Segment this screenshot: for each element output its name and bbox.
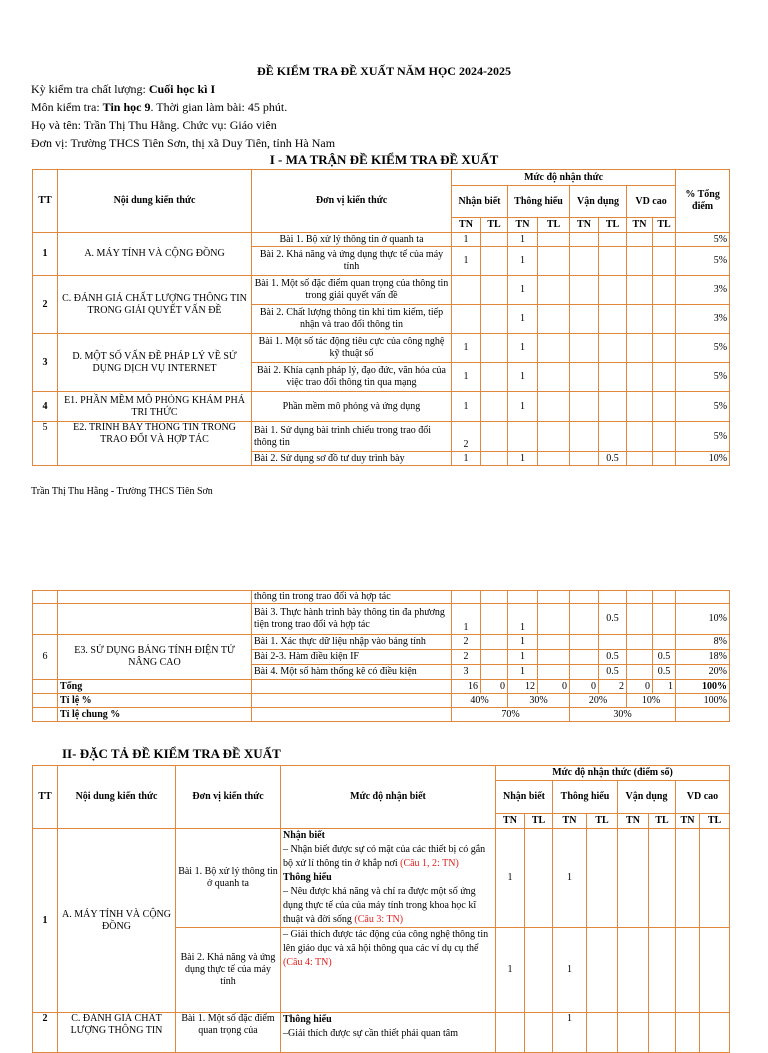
cell: [452, 591, 481, 604]
cell: 1: [553, 928, 587, 1013]
row-unit: Bài 2. Khả năng và ứng dụng thực tế của máy tính: [176, 928, 281, 1013]
cell: 0.5: [599, 604, 627, 635]
row-pct: 5%: [676, 233, 730, 247]
row-unit: Bài 3. Thực hành trình bày thông tin đa phương tiện trong trao đổi và hợp tác: [252, 604, 452, 635]
exam-type: Cuối học kì I: [148, 82, 216, 96]
cell: [58, 591, 252, 604]
cell: 1: [508, 665, 538, 680]
header-tn: TN: [508, 218, 538, 233]
cell: 2: [452, 635, 481, 650]
header-unit: Đơn vị kiến thức: [252, 170, 452, 233]
cell: [538, 452, 570, 466]
cell: [481, 591, 508, 604]
cell: 1: [508, 363, 538, 392]
row-unit: Bài 2-3. Hàm điều kiện IF: [252, 650, 452, 665]
exam-type-line: [31, 82, 215, 97]
cell: [599, 392, 627, 422]
header-th: Thông hiểu: [508, 186, 570, 218]
cell: 2: [452, 422, 481, 452]
cell: 0.5: [599, 452, 627, 466]
cell: [252, 708, 452, 722]
cell: [538, 305, 570, 334]
cell: 0: [481, 680, 508, 694]
cell: [538, 233, 570, 247]
ratio-row: [33, 694, 730, 708]
cell: [496, 1013, 525, 1053]
cell: 1: [508, 334, 538, 363]
table-row: [33, 591, 730, 604]
total-label: Tổng: [58, 680, 252, 694]
cell: 1: [508, 452, 538, 466]
cell: 2: [599, 680, 627, 694]
cell: [676, 829, 700, 928]
cell: [570, 422, 599, 452]
cell: 1: [452, 392, 481, 422]
row-content: A. MÁY TÍNH VÀ CỘNG ĐỒNG: [58, 233, 252, 276]
cell: [587, 1013, 618, 1053]
cell: [452, 305, 481, 334]
level-text: [283, 843, 493, 871]
cell: [538, 650, 570, 665]
row-tt: 6: [33, 635, 58, 680]
cell: 1: [496, 928, 525, 1013]
header-level: Mức độ nhận thức: [452, 170, 676, 186]
cell: [481, 392, 508, 422]
table-row: [33, 604, 730, 635]
question-ref: (Câu 3: TN): [354, 914, 404, 925]
row-unit: Bài 1. Một số tác động tiêu cực của công nghệ kỹ thuật số: [252, 334, 452, 363]
cell: [481, 276, 508, 305]
cell: [649, 1013, 676, 1053]
row-unit: Bài 2. Khả năng và ứng dụng thực tế của máy tính: [252, 247, 452, 276]
row-unit: thông tin trong trao đổi và hợp tác: [252, 591, 452, 604]
header-nb: Nhận biết: [452, 186, 508, 218]
spec-header-content: Nội dung kiến thức: [58, 766, 176, 829]
cell: 1: [452, 247, 481, 276]
cell: [525, 928, 553, 1013]
row-unit: Bài 2. Khía cạnh pháp lý, đạo đức, văn hóa của việc trao đổi thông tin qua mạng: [252, 363, 452, 392]
cell: [481, 650, 508, 665]
header-tl: TL: [538, 218, 570, 233]
spec-text: – Nêu được khả năng và chỉ ra được một số ứng dụng thực tế của của máy tính trong khoa học kĩ thuật và đời sống: [283, 886, 477, 925]
cell: [481, 635, 508, 650]
cell: [627, 305, 653, 334]
spec-header-tl: TL: [649, 814, 676, 829]
cell: 12: [508, 680, 538, 694]
cell: [481, 334, 508, 363]
ratio-pct: 100%: [676, 694, 730, 708]
spec-header-tn: TN: [618, 814, 649, 829]
spec-header-cog: Mức độ nhận thức (điểm số): [496, 766, 730, 781]
author-line: Họ và tên: Trần Thị Thu Hằng. Chức vụ: Giáo viên: [31, 118, 277, 132]
cell: [33, 680, 58, 694]
level-heading: Thông hiểu: [283, 872, 332, 883]
cell: [538, 247, 570, 276]
spec-header-tn: TN: [676, 814, 700, 829]
cell: [676, 591, 730, 604]
spec-text: – Nhận biết được sự có mặt của các thiết bị có gắn bộ xử lí thông tin ở khắp nơi: [283, 844, 486, 869]
cell: [570, 276, 599, 305]
header-content: Nội dung kiến thức: [58, 170, 252, 233]
cell: 0.5: [653, 650, 676, 665]
row-content: E3. SỬ DỤNG BẢNG TÍNH ĐIỆN TỬ NÂNG CAO: [58, 635, 252, 680]
row-pct: 8%: [676, 635, 730, 650]
row-pct: 5%: [676, 363, 730, 392]
cell: [33, 708, 58, 722]
cell: [627, 665, 653, 680]
header-tt: TT: [33, 170, 58, 233]
cell: 0: [570, 680, 599, 694]
row-unit: Bài 1. Bộ xử lý thông tin ở quanh ta: [252, 233, 452, 247]
spec-description: [281, 928, 496, 1013]
row-tt: 4: [33, 392, 58, 422]
header-tn: TN: [570, 218, 599, 233]
header-tl: TL: [653, 218, 676, 233]
row-content: D. MỘT SỐ VẤN ĐỀ PHÁP LÝ VỀ SỬ DỤNG DỊCH VỤ INTERNET: [58, 334, 252, 392]
matrix-table-continued: [32, 590, 730, 722]
total-row: [33, 680, 730, 694]
row-tt: 1: [33, 829, 58, 1013]
cell: 20%: [570, 694, 627, 708]
cell: 1: [452, 233, 481, 247]
cell: [649, 829, 676, 928]
cell: [508, 591, 538, 604]
cell: [627, 604, 653, 635]
cell: [599, 233, 627, 247]
cell: [570, 604, 599, 635]
spec-header-tt: TT: [33, 766, 58, 829]
cell: 1: [496, 829, 525, 928]
row-unit: Bài 2. Chất lượng thông tin khi tìm kiếm, tiếp nhận và trao đổi thông tin: [252, 305, 452, 334]
row-content: C. ĐÁNH GIÁ CHẤT LƯỢNG THÔNG TIN TRONG GIẢI QUYẾT VẤN ĐỀ: [58, 276, 252, 334]
cell: [538, 422, 570, 452]
row-tt: 2: [33, 276, 58, 334]
cell: 1: [508, 604, 538, 635]
cell: [587, 829, 618, 928]
cell: [627, 591, 653, 604]
cell: [58, 604, 252, 635]
cell: 70%: [452, 708, 570, 722]
level-text: –Giải thích được sự cần thiết phải quan tâm: [283, 1028, 458, 1039]
cell: 1: [508, 233, 538, 247]
header-tn: TN: [627, 218, 653, 233]
cell: [525, 829, 553, 928]
row-unit: Bài 1. Xác thực dữ liệu nhập vào bảng tính: [252, 635, 452, 650]
table-row: [33, 276, 730, 305]
exam-time: . Thời gian làm bài: 45 phút.: [150, 100, 288, 114]
spec-header-tl: TL: [700, 814, 730, 829]
cell: [570, 452, 599, 466]
row-unit: Bài 1. Sử dụng bài trình chiếu trong trao đổi thông tin: [252, 422, 452, 452]
matrix-table: [32, 169, 730, 466]
table-row: [33, 233, 730, 247]
table-row: [33, 1013, 730, 1053]
cell: [627, 363, 653, 392]
cell: [653, 276, 676, 305]
header-vd: Vận dụng: [570, 186, 627, 218]
cell: 16: [452, 680, 481, 694]
spec-header-vdc: VD cao: [676, 781, 730, 814]
spec-header-tl: TL: [525, 814, 553, 829]
cell: [481, 422, 508, 452]
cell: [599, 363, 627, 392]
row-unit: Bài 1. Một số đặc điểm quan trọng của thông tin trong giải quyết vấn đề: [252, 276, 452, 305]
cell: [508, 422, 538, 452]
question-ref: (Câu 1, 2: TN): [400, 858, 459, 869]
cell: [538, 591, 570, 604]
spec-table: [32, 765, 730, 1053]
spec-header-th: Thông hiểu: [553, 781, 618, 814]
subject-line: [31, 100, 287, 115]
cell: [570, 650, 599, 665]
spec-header-tl: TL: [587, 814, 618, 829]
total-pct: 100%: [676, 680, 730, 694]
row-pct: 3%: [676, 305, 730, 334]
level-heading: Nhận biết: [283, 830, 325, 841]
cell: [252, 680, 452, 694]
cell: [627, 392, 653, 422]
cell: 0: [538, 680, 570, 694]
cell: [653, 247, 676, 276]
cell: 0.5: [599, 665, 627, 680]
row-pct: 18%: [676, 650, 730, 665]
cell: 1: [553, 1013, 587, 1053]
cell: [653, 305, 676, 334]
cell: [481, 233, 508, 247]
subject: Tin học 9: [102, 100, 151, 114]
cell: [599, 591, 627, 604]
cell: [33, 591, 58, 604]
cell: [676, 708, 730, 722]
table-row: [33, 829, 730, 928]
row-pct: 5%: [676, 247, 730, 276]
spec-text: – Giải thích được tác động của công nghệ thông tin lên giáo dục và xã hội thông qua các ví dụ cụ thể: [283, 929, 489, 954]
ratio-all-row: [33, 708, 730, 722]
cell: [481, 604, 508, 635]
cell: 1: [452, 452, 481, 466]
cell: 1: [452, 363, 481, 392]
cell: [599, 422, 627, 452]
spec-header-level: Mức độ nhận biết: [281, 766, 496, 829]
cell: [570, 247, 599, 276]
row-pct: 5%: [676, 392, 730, 422]
header-total: % Tổng điểm: [676, 170, 730, 233]
cell: [627, 334, 653, 363]
spec-description: [281, 829, 496, 928]
cell: [627, 276, 653, 305]
cell: 1: [508, 276, 538, 305]
row-unit: Bài 1. Một số đặc điểm quan trọng của: [176, 1013, 281, 1053]
level-heading: Thông hiểu: [283, 1014, 332, 1025]
cell: [599, 276, 627, 305]
question-ref: (Câu 4: TN): [283, 957, 332, 968]
cell: 3: [452, 665, 481, 680]
cell: 1: [508, 305, 538, 334]
cell: [538, 276, 570, 305]
cell: [627, 247, 653, 276]
cell: [653, 452, 676, 466]
row-pct: 10%: [676, 604, 730, 635]
cell: [599, 334, 627, 363]
header-tl: TL: [599, 218, 627, 233]
row-pct: 10%: [676, 452, 730, 466]
cell: [627, 650, 653, 665]
row-content: E1. PHẦN MỀM MÔ PHỎNG KHÁM PHÁ TRI THỨC: [58, 392, 252, 422]
cell: [700, 1013, 730, 1053]
cell: [252, 694, 452, 708]
cell: [653, 635, 676, 650]
row-tt: 5: [33, 422, 58, 466]
matrix-title: I - MA TRẬN ĐỀ KIỂM TRA ĐỀ XUẤT: [269, 152, 499, 167]
spec-title: II- ĐẶC TẢ ĐỀ KIỂM TRA ĐỀ XUẤT: [62, 746, 281, 761]
cell: 40%: [452, 694, 508, 708]
cell: [570, 305, 599, 334]
cell: 1: [508, 392, 538, 422]
cell: [481, 363, 508, 392]
cell: 30%: [508, 694, 570, 708]
cell: [481, 452, 508, 466]
row-pct: 3%: [676, 276, 730, 305]
row-unit: Phần mềm mô phỏng và ứng dụng: [252, 392, 452, 422]
cell: 2: [452, 650, 481, 665]
cell: 1: [508, 247, 538, 276]
ratio-all-label: Tỉ lệ chung %: [58, 708, 252, 722]
table-row: [33, 422, 730, 452]
cell: [538, 665, 570, 680]
cell: [570, 665, 599, 680]
cell: [570, 363, 599, 392]
row-content: E2. TRÌNH BÀY THÔNG TIN TRONG TRAO ĐỔI VÀ HỢP TÁC: [58, 422, 252, 466]
cell: [649, 928, 676, 1013]
cell: [618, 829, 649, 928]
table-row: [33, 334, 730, 363]
cell: 0.5: [599, 650, 627, 665]
cell: 1: [508, 650, 538, 665]
cell: [481, 305, 508, 334]
cell: [538, 604, 570, 635]
page-footer: Trần Thị Thu Hằng - Trường THCS Tiên Sơn: [31, 486, 213, 497]
cell: [676, 928, 700, 1013]
cell: [570, 233, 599, 247]
cell: [627, 422, 653, 452]
cell: [570, 392, 599, 422]
cell: [700, 928, 730, 1013]
cell: [676, 1013, 700, 1053]
cell: [653, 392, 676, 422]
row-tt: 3: [33, 334, 58, 392]
cell: [653, 363, 676, 392]
cell: [599, 305, 627, 334]
cell: [653, 422, 676, 452]
cell: 1: [653, 680, 676, 694]
row-pct: 5%: [676, 334, 730, 363]
spec-header-tn: TN: [553, 814, 587, 829]
header-tl: TL: [481, 218, 508, 233]
row-pct: 5%: [676, 422, 730, 452]
table-row: [33, 635, 730, 650]
cell: [700, 829, 730, 928]
document-title: ĐỀ KIỂM TRA ĐỀ XUẤT NĂM HỌC 2024-2025: [257, 64, 511, 78]
exam-type-label: Kỳ kiểm tra chất lượng:: [31, 82, 149, 96]
cell: [627, 635, 653, 650]
cell: 0.5: [653, 665, 676, 680]
row-unit: Bài 4. Một số hàm thống kê có điều kiện: [252, 665, 452, 680]
cell: [627, 233, 653, 247]
cell: [570, 635, 599, 650]
cell: [653, 591, 676, 604]
cell: [538, 363, 570, 392]
cell: [33, 604, 58, 635]
cell: [481, 665, 508, 680]
row-unit: Bài 2. Sử dụng sơ đồ tư duy trình bày: [252, 452, 452, 466]
row-unit: Bài 1. Bộ xử lý thông tin ở quanh ta: [176, 829, 281, 928]
cell: [599, 247, 627, 276]
row-content: A. MÁY TÍNH VÀ CỘNG ĐỒNG: [58, 829, 176, 1013]
cell: [570, 334, 599, 363]
cell: [599, 635, 627, 650]
ratio-label: Tỉ lệ %: [58, 694, 252, 708]
cell: 30%: [570, 708, 676, 722]
cell: [653, 604, 676, 635]
spec-description: [281, 1013, 496, 1053]
subject-label: Môn kiểm tra:: [31, 100, 103, 114]
spec-header-vd: Vận dụng: [618, 781, 676, 814]
spec-header-unit: Đơn vị kiến thức: [176, 766, 281, 829]
cell: [452, 276, 481, 305]
cell: [538, 392, 570, 422]
row-content: C. ĐÁNH GIÁ CHẤT LƯỢNG THÔNG TIN: [58, 1013, 176, 1053]
row-tt: 1: [33, 233, 58, 276]
row-tt: 2: [33, 1013, 58, 1053]
cell: [33, 694, 58, 708]
cell: [570, 591, 599, 604]
cell: 1: [452, 604, 481, 635]
cell: [538, 334, 570, 363]
unit-line: Đơn vị: Trường THCS Tiên Sơn, thị xã Duy Tiên, tỉnh Hà Nam: [31, 136, 336, 150]
cell: [653, 233, 676, 247]
row-pct: 20%: [676, 665, 730, 680]
cell: [618, 1013, 649, 1053]
cell: 1: [553, 829, 587, 928]
cell: [618, 928, 649, 1013]
spec-header-tn: TN: [496, 814, 525, 829]
table-row: [33, 392, 730, 422]
cell: 1: [452, 334, 481, 363]
cell: 1: [508, 635, 538, 650]
spec-header-nb: Nhận biết: [496, 781, 553, 814]
cell: 0: [627, 680, 653, 694]
cell: [627, 452, 653, 466]
header-tn: TN: [452, 218, 481, 233]
level-text: [283, 885, 493, 927]
cell: [525, 1013, 553, 1053]
cell: [587, 928, 618, 1013]
header-vdc: VD cao: [627, 186, 676, 218]
cell: [653, 334, 676, 363]
cell: 10%: [627, 694, 676, 708]
cell: [481, 247, 508, 276]
cell: [538, 635, 570, 650]
